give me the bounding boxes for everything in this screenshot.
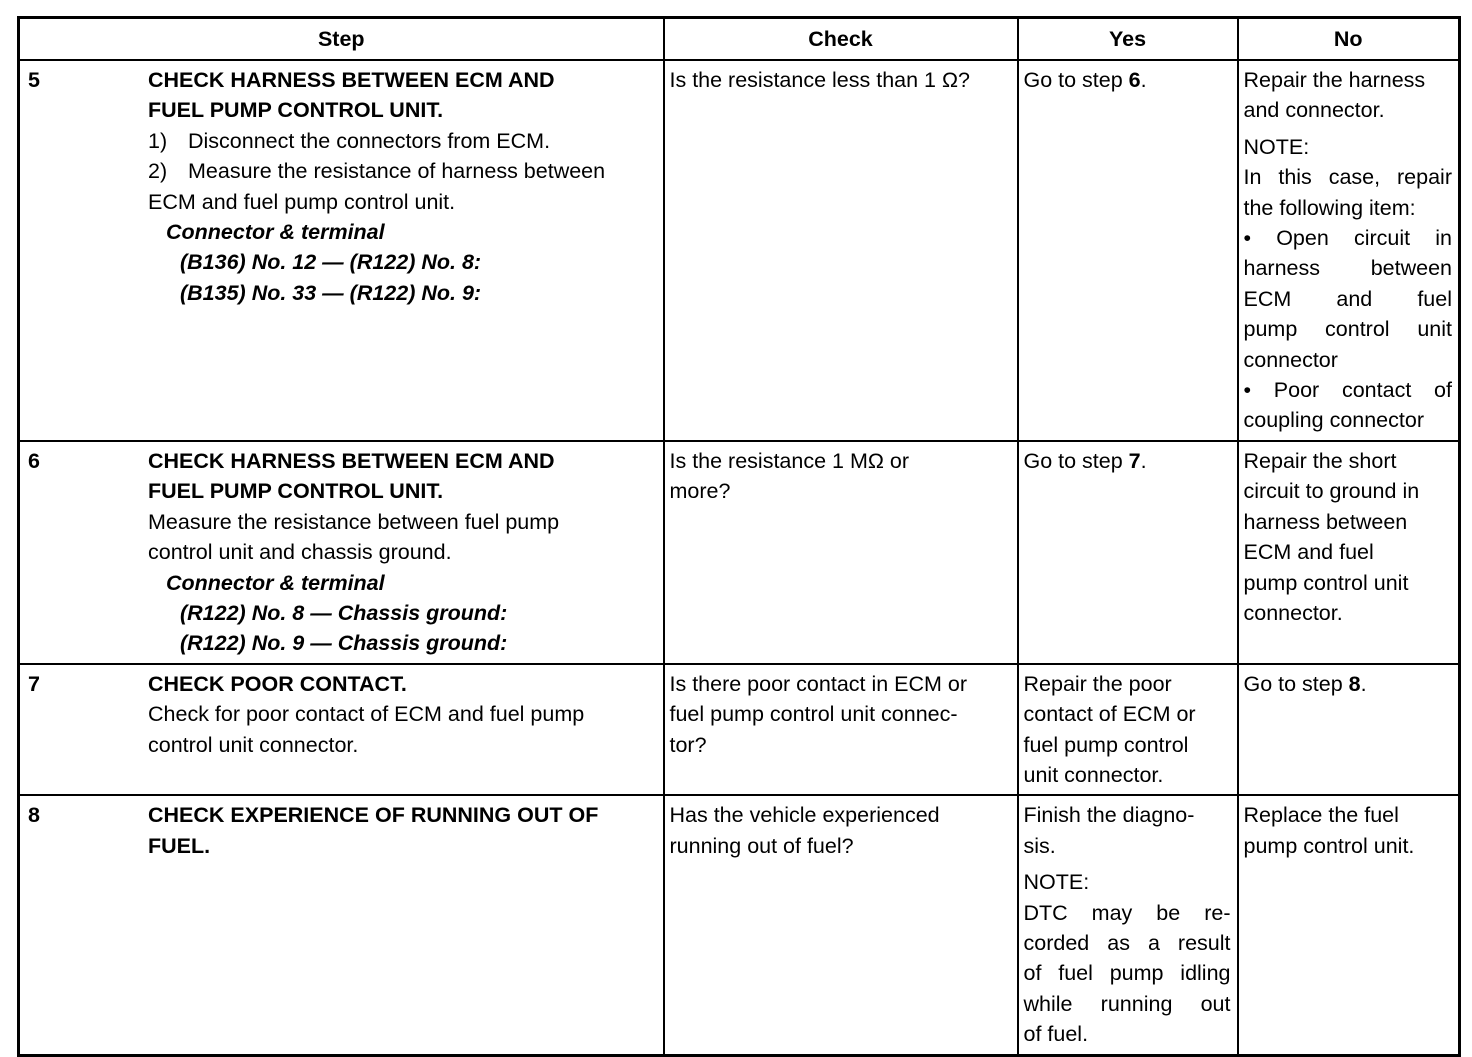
note-text: In this case, repair xyxy=(1243,165,1452,190)
check-text: Is the resistance 1 MΩ or xyxy=(669,448,910,473)
note-label: NOTE: xyxy=(1243,134,1310,159)
step-description: control unit and chassis ground. xyxy=(148,540,452,565)
yes-cell xyxy=(1018,441,1238,664)
step-description: control unit connector. xyxy=(148,732,359,757)
connector-heading: Connector & terminal xyxy=(166,220,385,245)
yes-step-ref: 7 xyxy=(1128,448,1141,473)
table-row-step-5 xyxy=(19,60,1460,441)
sub-step-text: Disconnect the connectors from ECM. xyxy=(188,128,551,153)
check-text: tor? xyxy=(669,732,707,757)
diagnostic-table xyxy=(17,16,1461,1057)
check-text: fuel pump control unit connec- xyxy=(669,702,958,727)
no-step-ref: 8 xyxy=(1348,671,1361,696)
step-title-cont: FUEL. xyxy=(148,833,211,858)
step-description: Check for poor contact of ECM and fuel pump xyxy=(148,702,585,727)
step-title: CHECK HARNESS BETWEEN ECM AND xyxy=(148,448,555,473)
no-text: Repair the harness xyxy=(1243,68,1426,92)
yes-text: Finish the diagno- xyxy=(1023,803,1195,828)
yes-suffix: . xyxy=(1140,448,1147,473)
note-text: of fuel pump idling xyxy=(1023,961,1231,986)
no-cell xyxy=(1238,795,1460,1055)
bullet-text: connector xyxy=(1243,347,1338,372)
no-suffix: . xyxy=(1360,671,1367,696)
table-row-step-7 xyxy=(19,664,1460,796)
connector-terminal: (R122) No. 9 — Chassis ground: xyxy=(180,631,508,656)
bullet-text: coupling connector xyxy=(1243,408,1424,433)
step-description: Measure the resistance between fuel pump xyxy=(148,509,560,534)
connector-heading: Connector & terminal xyxy=(166,570,385,595)
header-row xyxy=(19,18,1460,61)
check-text: running out of fuel? xyxy=(669,833,854,858)
sub-step-text-cont: ECM and fuel pump control unit. xyxy=(148,189,456,214)
step-number: 5 xyxy=(28,68,40,92)
connector-terminal: (R122) No. 8 — Chassis ground: xyxy=(180,600,508,625)
check-cell xyxy=(664,60,1018,441)
table-row-step-6 xyxy=(19,441,1460,664)
step-cell xyxy=(19,664,664,796)
step-title-cont: FUEL PUMP CONTROL UNIT. xyxy=(148,479,444,504)
step-number: 6 xyxy=(28,448,40,473)
check-text: Has the vehicle experienced xyxy=(669,803,940,828)
no-text: ECM and fuel xyxy=(1243,540,1374,565)
check-text: Is there poor contact in ECM or xyxy=(669,671,968,696)
note-text: corded as a result xyxy=(1023,930,1231,955)
no-prefix: Go to step xyxy=(1243,671,1349,696)
header-step: Step xyxy=(19,18,664,61)
yes-prefix: Go to step xyxy=(1023,448,1129,473)
table-row-step-8 xyxy=(19,795,1460,1055)
yes-suffix: . xyxy=(1140,68,1147,92)
note-text: of fuel. xyxy=(1023,1022,1089,1047)
yes-text: sis. xyxy=(1023,833,1056,858)
step-cell xyxy=(19,441,664,664)
note-text: while running out xyxy=(1023,991,1231,1016)
header-check: Check xyxy=(664,18,1018,61)
step-title: CHECK EXPERIENCE OF RUNNING OUT OF xyxy=(148,803,599,828)
sub-step-number: 1) xyxy=(148,128,168,153)
step-cell xyxy=(19,60,664,441)
check-cell xyxy=(664,795,1018,1055)
step-title-cont: FUEL PUMP CONTROL UNIT. xyxy=(148,98,444,123)
no-text: Repair the short xyxy=(1243,448,1397,473)
connector-terminal: (B136) No. 12 — (R122) No. 8: xyxy=(180,250,482,275)
yes-cell xyxy=(1018,664,1238,796)
no-text: pump control unit. xyxy=(1243,833,1415,858)
no-text: and connector. xyxy=(1243,98,1385,123)
no-cell xyxy=(1238,60,1460,441)
bullet-text: harness between xyxy=(1243,256,1452,281)
note-text: the following item: xyxy=(1243,195,1416,220)
bullet-text: • Open circuit in xyxy=(1243,226,1452,251)
no-text: Replace the fuel xyxy=(1243,803,1399,828)
bullet-text: ECM and fuel xyxy=(1243,286,1452,311)
yes-text: contact of ECM or xyxy=(1023,702,1196,727)
check-cell xyxy=(664,664,1018,796)
no-text: pump control unit xyxy=(1243,570,1409,595)
yes-text xyxy=(1019,442,1237,480)
check-cell xyxy=(664,441,1018,664)
no-text: connector. xyxy=(1243,600,1343,625)
yes-text: fuel pump control xyxy=(1023,732,1189,757)
no-text xyxy=(1239,665,1459,703)
yes-cell xyxy=(1018,795,1238,1055)
step-title: CHECK HARNESS BETWEEN ECM AND xyxy=(148,68,555,92)
no-text: circuit to ground in xyxy=(1243,479,1420,504)
check-text: Is the resistance less than 1 Ω? xyxy=(669,68,971,92)
step-title: CHECK POOR CONTACT. xyxy=(148,671,407,696)
note-text: DTC may be re- xyxy=(1023,900,1231,925)
connector-terminal: (B135) No. 33 — (R122) No. 9: xyxy=(180,280,482,305)
sub-step-1 xyxy=(148,126,653,156)
yes-text: Repair the poor xyxy=(1023,671,1172,696)
step-number: 7 xyxy=(28,671,40,696)
yes-prefix: Go to step xyxy=(1023,68,1129,92)
no-cell xyxy=(1238,441,1460,664)
check-text: more? xyxy=(669,479,731,504)
sub-step-2 xyxy=(148,156,653,186)
bullet-text: pump control unit xyxy=(1243,317,1452,342)
sub-step-number: 2) xyxy=(148,159,168,184)
no-cell xyxy=(1238,664,1460,796)
yes-text xyxy=(1019,61,1237,99)
no-text: harness between xyxy=(1243,509,1408,534)
step-number: 8 xyxy=(28,803,40,828)
header-no: No xyxy=(1238,18,1460,61)
yes-text: unit connector. xyxy=(1023,762,1164,787)
header-yes: Yes xyxy=(1018,18,1238,61)
sub-step-text: Measure the resistance of harness between xyxy=(188,159,606,184)
yes-cell xyxy=(1018,60,1238,441)
bullet-text: • Poor contact of xyxy=(1243,378,1452,403)
step-cell xyxy=(19,795,664,1055)
note-label: NOTE: xyxy=(1023,870,1090,895)
yes-step-ref: 6 xyxy=(1128,68,1141,92)
